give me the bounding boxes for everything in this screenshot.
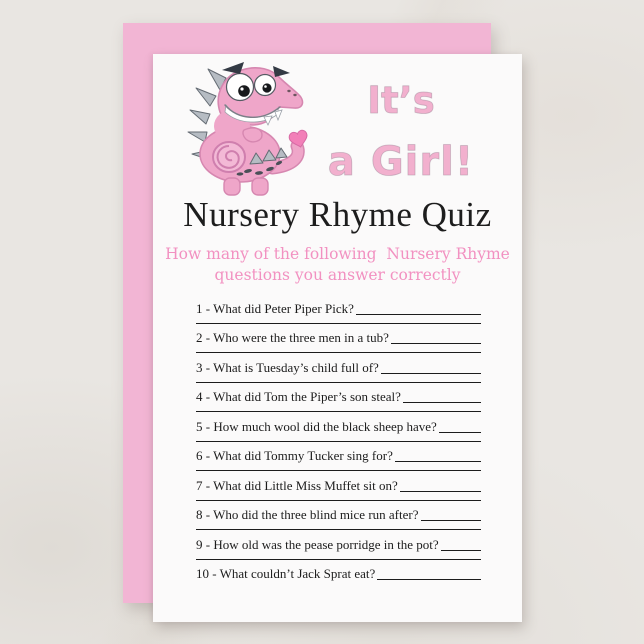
- answer-blank-line: [395, 461, 481, 462]
- answer-continuation-line: [196, 435, 481, 442]
- question-text: 1 - What did Peter Piper Pick?: [196, 301, 354, 316]
- its-a-girl-text: [305, 74, 497, 186]
- answer-blank-line: [439, 432, 481, 433]
- answer-continuation-line: [196, 464, 481, 471]
- question-list: [196, 300, 481, 594]
- answer-continuation-line: [196, 346, 481, 353]
- answer-blank-line: [391, 343, 481, 344]
- question-text: 3 - What is Tuesday’s child full of?: [196, 359, 379, 375]
- question-text: 4 - What did Tom the Piper’s son steal?: [196, 389, 401, 405]
- answer-blank-line: [403, 402, 481, 403]
- answer-continuation-line: [196, 317, 481, 324]
- answer-blank-line: [421, 520, 482, 521]
- question-text: 5 - How much wool did the black sheep have?: [196, 418, 437, 434]
- question-text: 9 - How old was the pease porridge in the pot?: [196, 536, 439, 552]
- question-text: 2 - Who were the three men in a tub?: [196, 330, 389, 346]
- banner-line1: It’s: [367, 79, 435, 122]
- question-text: 10 - What couldn’t Jack Sprat eat?: [196, 565, 376, 581]
- answer-continuation-line: [196, 405, 481, 412]
- question-row: [196, 418, 481, 447]
- subtitle-line1: How many of the following Nursery Rhyme: [165, 245, 510, 263]
- answer-blank-line: [377, 579, 481, 580]
- answer-continuation-line: [196, 523, 481, 530]
- answer-blank-line: [356, 314, 481, 315]
- answer-blank-line: [400, 491, 481, 492]
- banner-line2: a Girl!: [327, 139, 475, 185]
- question-row: [196, 329, 481, 358]
- question-row: [196, 565, 481, 594]
- answer-continuation-line: [196, 376, 481, 383]
- question-row: [196, 477, 481, 506]
- pink-dinosaur-icon: [179, 60, 321, 198]
- answer-continuation-line: [196, 553, 481, 560]
- page-title: Nursery Rhyme Quiz: [183, 195, 492, 234]
- quiz-card: [153, 54, 522, 622]
- question-row: [196, 506, 481, 535]
- question-row: [196, 447, 481, 476]
- question-text: 7 - What did Little Miss Muffet sit on?: [196, 477, 398, 493]
- question-row: [196, 536, 481, 565]
- question-row: [196, 388, 481, 417]
- answer-continuation-line: [196, 494, 481, 501]
- answer-blank-line: [441, 550, 481, 551]
- question-text: 6 - What did Tommy Tucker sing for?: [196, 448, 393, 464]
- answer-blank-line: [381, 373, 481, 374]
- question-row: [196, 359, 481, 388]
- subtitle: [153, 244, 522, 286]
- subtitle-line2: questions you answer correctly: [214, 266, 461, 284]
- question-text: 8 - Who did the three blind mice run after?: [196, 507, 419, 523]
- question-row: [196, 300, 481, 329]
